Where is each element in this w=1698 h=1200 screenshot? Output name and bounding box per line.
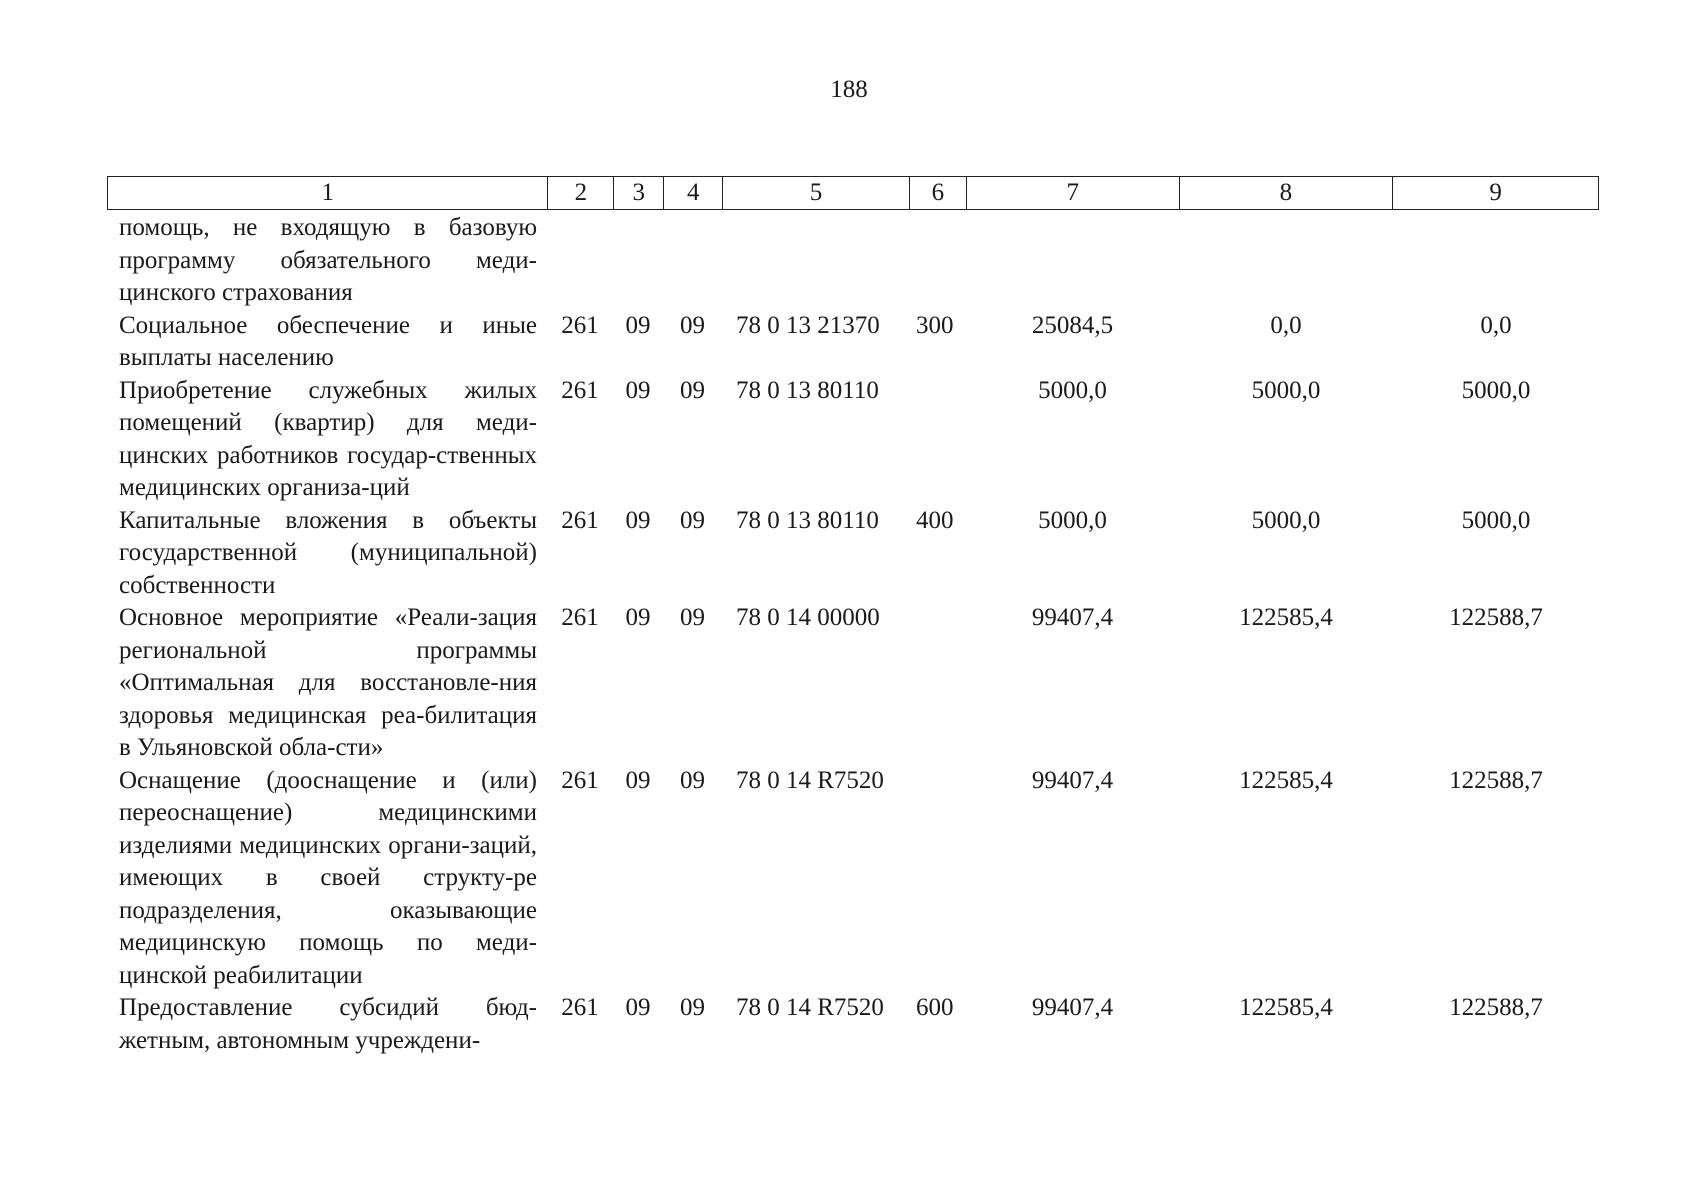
row-c9: 122588,7 <box>1449 766 1543 794</box>
row-c8: 122585,4 <box>1239 604 1333 631</box>
table-row <box>107 212 1599 310</box>
table-row <box>107 310 1599 375</box>
table-row <box>107 375 1599 505</box>
row-c3: 09 <box>625 376 651 404</box>
row-c8: 5000,0 <box>1251 376 1321 404</box>
row-c9: 5000,0 <box>1461 506 1531 534</box>
header-col-2: 2 <box>547 177 613 209</box>
row-c5: 78 0 14 R7520 <box>736 766 884 794</box>
row-c9: 5000,0 <box>1461 376 1531 404</box>
row-name: Капитальные вложения в объекты государственной (муниципальной) собственности <box>119 506 537 599</box>
row-c9: 122588,7 <box>1449 994 1543 1021</box>
row-c5: 78 0 14 00000 <box>736 604 880 631</box>
row-name: Предоставление субсидий бюд-жетным, автономным учреждени- <box>119 994 537 1054</box>
row-c7: 99407,4 <box>1031 766 1114 794</box>
row-name: Оснащение (дооснащение и (или) переоснащение) медицинскими изделиями медицинских органи-заций, имеющих в своей структу-ре подразделения, оказывающие медицинскую помощь по меди-цинской реабилитации <box>119 766 537 989</box>
row-c2: 261 <box>561 311 599 339</box>
table-row <box>107 505 1599 603</box>
row-c5: 78 0 13 80110 <box>736 506 879 534</box>
row-c8: 0,0 <box>1270 311 1302 339</box>
budget-table <box>107 176 1599 1057</box>
header-col-1: 1 <box>321 179 334 206</box>
row-c7: 5000,0 <box>1038 376 1107 404</box>
row-c9: 0,0 <box>1480 311 1512 339</box>
row-c4: 09 <box>680 376 705 404</box>
row-c3: 09 <box>625 766 651 794</box>
header-col-6: 6 <box>909 177 966 209</box>
row-c7: 25084,5 <box>1031 311 1114 339</box>
header-col-3: 3 <box>613 177 663 209</box>
row-c2: 261 <box>561 604 599 631</box>
table-body <box>107 210 1599 1057</box>
header-col-5: 5 <box>722 177 909 209</box>
row-c3: 09 <box>625 604 651 631</box>
row-c7: 99407,4 <box>1031 604 1114 631</box>
row-c8: 122585,4 <box>1239 766 1333 794</box>
row-c2: 261 <box>561 766 599 794</box>
table-row <box>107 992 1599 1057</box>
row-c8: 5000,0 <box>1251 506 1321 534</box>
row-c3: 09 <box>625 506 651 534</box>
header-col-7: 7 <box>966 177 1179 209</box>
row-c4: 09 <box>680 766 705 794</box>
row-c7: 99407,4 <box>1031 994 1114 1021</box>
row-c5: 78 0 14 R7520 <box>736 994 884 1021</box>
row-c6: 400 <box>916 506 954 534</box>
row-c6: 300 <box>916 311 954 339</box>
page-number: 188 <box>830 76 868 103</box>
table-row <box>107 765 1599 993</box>
row-c5: 78 0 13 21370 <box>736 311 880 339</box>
row-c2: 261 <box>561 376 599 404</box>
row-c4: 09 <box>680 604 705 631</box>
row-c9: 122588,7 <box>1449 604 1543 631</box>
row-name: Социальное обеспечение и иные выплаты населению <box>119 311 537 371</box>
row-c3: 09 <box>625 994 651 1021</box>
header-col-9: 9 <box>1392 177 1598 209</box>
row-c4: 09 <box>680 994 705 1021</box>
row-name: Приобретение служебных жилых помещений (квартир) для меди-цинских работников государ-ственных медицинских организа-ций <box>119 376 537 501</box>
row-c6: 600 <box>916 994 954 1021</box>
row-c2: 261 <box>561 506 599 534</box>
row-c2: 261 <box>561 994 599 1021</box>
row-c5: 78 0 13 80110 <box>736 376 879 404</box>
row-c4: 09 <box>680 506 705 534</box>
row-name: Основное мероприятие «Реали-зация региональной программы «Оптимальная для восстановле-ния здоровья медицинская реа-билитация в Ульяновской обла-сти» <box>119 604 537 761</box>
table-row <box>107 602 1599 765</box>
row-c4: 09 <box>680 311 705 339</box>
row-c7: 5000,0 <box>1038 506 1107 534</box>
header-col-8: 8 <box>1179 177 1393 209</box>
table-header-row <box>107 176 1599 210</box>
row-c8: 122585,4 <box>1239 994 1333 1021</box>
header-col-4: 4 <box>663 177 722 209</box>
row-name: помощь, не входящую в базовую программу обязательного меди-цинского страхования <box>119 214 537 306</box>
row-c3: 09 <box>625 311 651 339</box>
